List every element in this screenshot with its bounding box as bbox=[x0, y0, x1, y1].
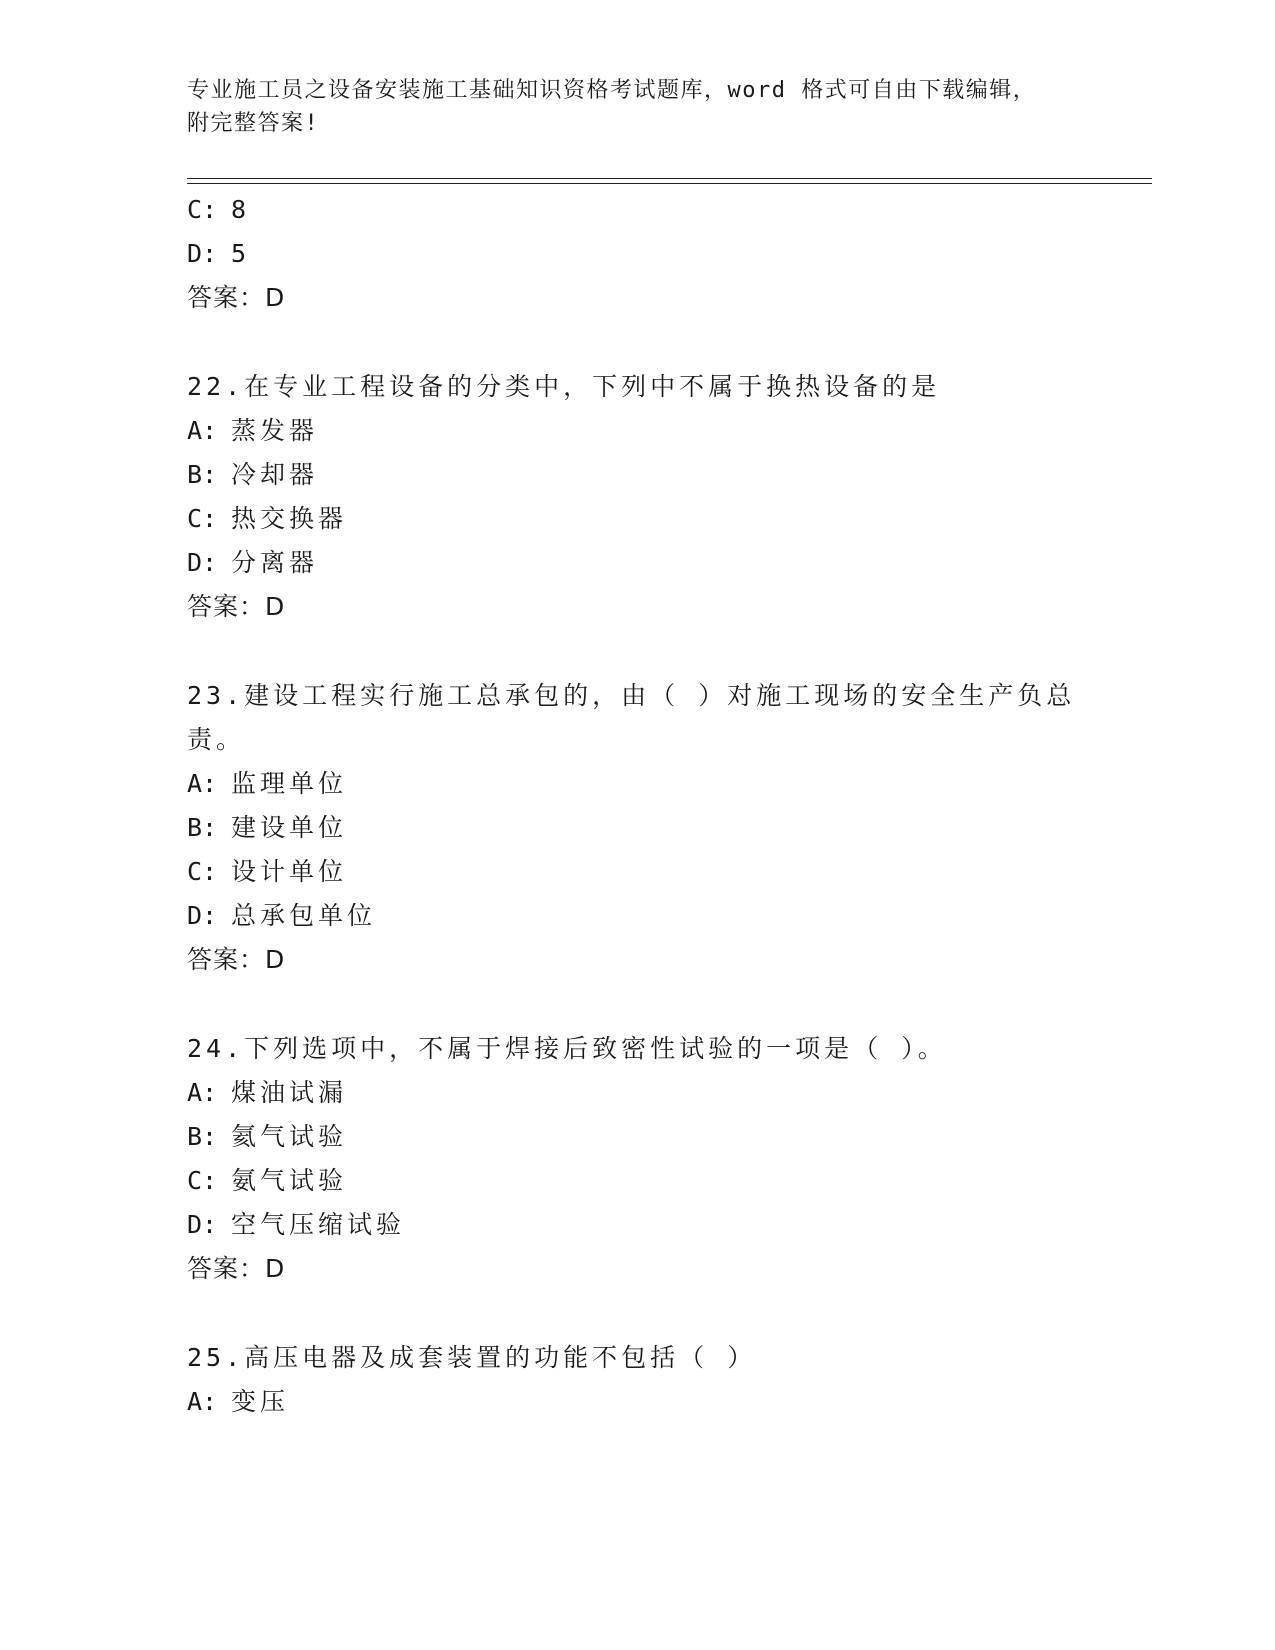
option-text: 蒸发器 bbox=[231, 416, 319, 445]
option-letter: A: bbox=[187, 769, 218, 798]
option-letter: D: bbox=[187, 901, 218, 930]
option-text: 设计单位 bbox=[231, 857, 348, 886]
option-letter: B: bbox=[187, 460, 218, 489]
option-text: 冷却器 bbox=[231, 460, 319, 489]
answer-line: 答案：D bbox=[187, 945, 286, 974]
option-d bbox=[187, 237, 250, 271]
option-text: 氨气试验 bbox=[231, 1166, 348, 1195]
document-header bbox=[187, 74, 1067, 140]
option-a bbox=[187, 767, 347, 801]
question-24: 24.下列选项中，不属于焊接后致密性试验的一项是（ ）。 bbox=[187, 1034, 947, 1063]
option-b bbox=[187, 1120, 347, 1154]
option-letter: A: bbox=[187, 1078, 218, 1107]
option-c bbox=[187, 193, 250, 227]
option-text: 煤油试漏 bbox=[231, 1078, 348, 1107]
option-text: 分离器 bbox=[231, 548, 319, 577]
option-letter: A: bbox=[187, 1387, 218, 1416]
option-letter: C: bbox=[187, 504, 218, 533]
header-line-1: 专业施工员之设备安装施工基础知识资格考试题库，word 格式可自由下载编辑， bbox=[187, 78, 1037, 103]
option-text: 氦气试验 bbox=[231, 1122, 348, 1151]
option-letter: D: bbox=[187, 1210, 218, 1239]
option-text: 5 bbox=[231, 239, 251, 268]
option-text: 建设单位 bbox=[231, 813, 348, 842]
option-letter: C: bbox=[187, 1166, 218, 1195]
option-c bbox=[187, 502, 347, 536]
option-text: 总承包单位 bbox=[231, 901, 377, 930]
option-text: 监理单位 bbox=[231, 769, 348, 798]
question-22: 22.在专业工程设备的分类中，下列中不属于换热设备的是 bbox=[187, 372, 941, 401]
option-letter: B: bbox=[187, 813, 218, 842]
answer-line: 答案：D bbox=[187, 1254, 286, 1283]
option-text: 8 bbox=[231, 195, 251, 224]
option-a bbox=[187, 1385, 289, 1419]
answer-line: 答案：D bbox=[187, 592, 286, 621]
option-letter: D: bbox=[187, 239, 218, 268]
option-text: 空气压缩试验 bbox=[231, 1210, 406, 1239]
option-letter: B: bbox=[187, 1122, 218, 1151]
option-letter: D: bbox=[187, 548, 218, 577]
header-line-2: 附完整答案! bbox=[187, 111, 320, 136]
option-a bbox=[187, 1076, 347, 1110]
question-25: 25.高压电器及成套装置的功能不包括（ ） bbox=[187, 1343, 757, 1372]
header-divider-top bbox=[187, 178, 1152, 179]
question-23-line-1: 23.建设工程实行施工总承包的，由（ ）对施工现场的安全生产负总 bbox=[187, 681, 1076, 710]
option-c bbox=[187, 855, 347, 889]
option-d bbox=[187, 1208, 405, 1242]
option-a bbox=[187, 414, 318, 448]
option-b bbox=[187, 811, 347, 845]
option-text: 变压 bbox=[231, 1387, 290, 1416]
option-letter: A: bbox=[187, 416, 218, 445]
header-divider-bottom bbox=[187, 183, 1152, 184]
option-d bbox=[187, 899, 376, 933]
question-23-line-2: 责。 bbox=[187, 725, 246, 754]
option-d bbox=[187, 546, 318, 580]
answer-line: 答案：D bbox=[187, 283, 286, 312]
option-text: 热交换器 bbox=[231, 504, 348, 533]
option-c bbox=[187, 1164, 347, 1198]
option-letter: C: bbox=[187, 857, 218, 886]
option-letter: C: bbox=[187, 195, 218, 224]
option-b bbox=[187, 458, 318, 492]
